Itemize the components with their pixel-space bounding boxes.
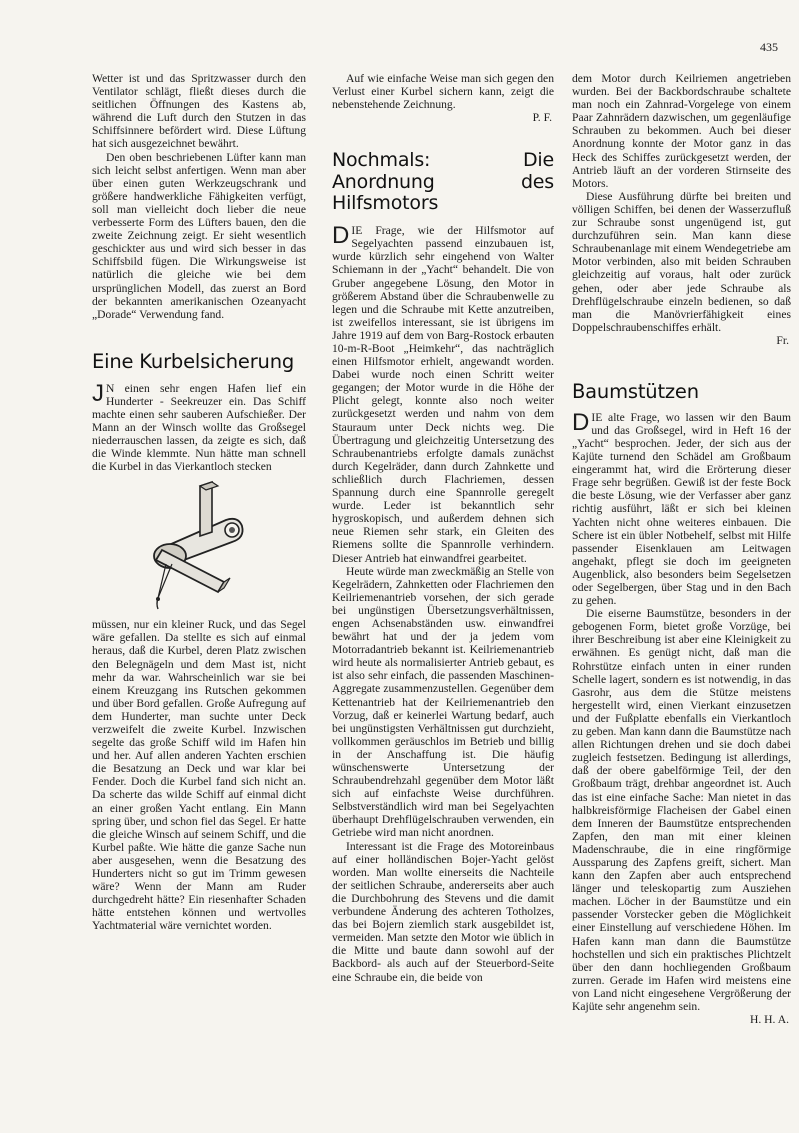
page-number: 435 — [760, 40, 778, 54]
crank-safety-figure — [92, 478, 306, 610]
crank-illustration — [122, 478, 262, 610]
paragraph-baum-intro-text: IE alte Frage, wo lassen wir den Baum und das Großsegel, wird in Heft 16 der „Yacht“ besprochen. Jeder, der sich aus der Kajüte turnend den Schädel am Großbaum eingerammt hat, wird die Erörterung dieser Frage sehr begrüßen. Gewiß ist der feste Bock die beste Lösung, wie der Verfasser aber ganz richtig ausführt, läßt er sich bei kleinen Yachten nicht ohne weiteres einbauen. Die Schere ist ein übler Notbehelf, selbst mit Hilfe passender Eisenklauen am Leitwagen angehakt, pflegt sie doch im geeigneten Augenblick, also besonders beim Segelsetzen oder Segelbergen, über Stag und in den Bach zu gehen. — [572, 410, 791, 608]
paragraph-baumstuetze-eisern: Die eiserne Baumstütze, besonders in der gebogenen Form, bietet große Vorzüge, bei ihrer Beschreibung ist aber eine Kleinigkeit zu erwähnen. Es genügt nicht, daß man die Rohrstütze einfach unten in einer runden Schelle lagert, sondern es ist notwendig, in das Gasrohr, aus dem die Stütze meistens hergestellt wird, einen Vierkant einzusetzen und der Fußplatte ebenfalls ein Vierkantloch zu geben. Man kann dann die Baumstütze nach allen Richtungen drehen und sie doch dabei zugleich festsetzen. Bedingung ist allerdings, daß der obere gabelförmige Teil, der den Großbaum trägt, drehbar angeordnet ist. Auch das ist eine einfache Sache: Man nietet in das halbkreisförmige Flacheisen der Gabel einen dem Inneren der Baumstütze entsprechenden Zapfen, den man mit einer kleinen Madenschraube, die in eine ringförmige Aussparung des Zapfens greift, sichert. Man kann den Zapfen aber auch entsprechend länger und teleskopartig zum Ausziehen machen. Löcher in der Baumstütze und ein passender Vorstecker geben die Möglichkeit einer Einstellung auf verschiedene Höhen. Im Hafen kann man dann die Baumstütze hochstellen und sich ein praktisches Plichtzelt über den dann hochliegenden Großbaum zurren. Gerade im Hafen wird meistens eine von Land nicht eingesehene Vergrößerung der Kajüte sehr angenehm sein. — [572, 607, 791, 1014]
paragraph-luefter-build: Den oben beschriebenen Lüfter kann man sich leicht selbst anfertigen. Wenn man aber über einen guten Werkzeugschrank und größere handwerkliche Fähigkeiten verfügt, soll man vielleicht doch lieber die neue verbesserte Form des Lüfters bauen, den die zweite Zeichnung zeigt. Er sieht wesentlich geschickter aus und wird sich besser in das Schiffsbild fügen. Die Wirkungsweise ist natürlich die gleiche wie bei dem ursprünglichen Modell, das zuerst an Bord der bekannten amerikanischen Ozeanyacht „Dorade“ Verwendung fand. — [92, 150, 306, 321]
column-middle — [332, 72, 554, 984]
paragraph-luefter-end: Wetter ist und das Spritzwasser durch den Ventilator schlägt, fließt dieses durch die seitlichen Öffnungen des Kastens ab, während die Luft durch den Stutzen in das Schiffsinnere befördert wird. Diese Lüftung hat sich ausgezeichnet bewährt. — [92, 72, 306, 151]
paragraph-ausfuehrung: Diese Ausführung dürfte bei breiten und völligen Schiffen, bei denen der Wasserzufluß zur Schraube sonst ungenügend ist, gut durchzuführen sein. Man kann diese Schraubenanlage mit einem Wendegetriebe am Motor verbinden, also mit beiden Schrauben gleichzeitig auf voraus, halt oder zurück gehen, oder aber jede Schraube als Drehflügelschraube einzeln bedienen, so daß man die Manövrierfähigkeit eines Doppelschraubenschiffes erhält. — [572, 189, 791, 334]
paragraph-keilriemen: Heute würde man zweckmäßig an Stelle von Kegelrädern, Zahnketten oder Flachriemen den Keilriemenantrieb vorsehen, der sich gerade bei ungünstigen Übersetzungsverhältnissen, engen Achsenabständen usw. einwandfrei bewährt hat und der ja jedem vom Motorradantrieb bekannt ist. Keilriemenantrieb wird heute als normalisierter Antrieb gebaut, es ist also sehr einfach, die passenden Maschinen-Aggregate zusammenzustellen. Gegenüber dem Kettenantrieb hat der Keilriemenantrieb den Vorzug, daß er keinerlei Wartung bedarf, auch bei ungünstigsten Verhältnissen gut durchzieht, vollkommen geräuschlos im Betrieb und billig in der Anschaffung ist. Die häufig wünschenswerte Untersetzung der Schraubendrehzahl gegenüber dem Motor läßt sich auf einfachste Weise durchführen. Selbstverständlich wird man bei Segelyachten überhaupt Drehflügelschrauben verwenden, ein Getriebe wird man nicht anordnen. — [332, 564, 554, 840]
signature-baum: H. H. A. — [750, 1013, 789, 1027]
paragraph-motor-intro — [332, 224, 554, 564]
column-left — [92, 72, 306, 933]
paragraph-kurbel-conclusion: Auf wie einfache Weise man sich gegen den Verlust einer Kurbel sichern kann, zeigt die nebenstehende Zeichnung. — [332, 72, 554, 112]
paragraph-bojer-yacht: Interessant ist die Frage des Motoreinbaus auf einer holländischen Bojer-Yacht gelöst worden. Man wollte einerseits die Nachteile der seitlichen Schraube, andererseits aber auch die Durchbohrung des Stevens und die damit verbundene Änderung des achteren Totholzes, das bei Bojern ziemlich stark ausgebildet ist, vermeiden. Man setzte den Motor wie üblich in die Mitte und baute dann sowohl auf der Backbord- als auch auf der Steuerbord-Seite eine Schraube ein, die beide von — [332, 839, 554, 984]
heading-nochmals-hilfsmotor: Nochmals: Die Anordnung des Hilfsmotors — [332, 149, 554, 214]
heading-baumstuetzen: Baumstützen — [572, 379, 699, 403]
paragraph-kurbel-intro — [92, 379, 306, 474]
dropcap-j: J — [92, 379, 104, 407]
paragraph-baum-intro — [572, 408, 791, 608]
dropcap-d-motor: D — [332, 222, 350, 250]
column-right — [572, 72, 791, 1026]
paragraph-motor-intro-text: IE Frage, wie der Hilfsmotor auf Segelyachten passend einzubauen ist, wurde kürzlich sehr eingehend von Walter Schiemann in der „Yacht“ behandelt. Die von Gruber angegebene Lösung, den Motor in größerem Abstand über die Schraubenwelle zu legen und die Schraube mit Kette anzutreiben, ist zweifellos interessant, sie ist übrigens im Jahre 1919 auf dem von Barg-Rostock erbauten 10-m-R-Boot „Heimkehr“, das nachträglich einen Hilfsmotor erhielt, angewandt worden. Dabei wurde noch einen Schritt weiter gegangen; der Motor wurde in die Höhe der Plicht gelegt, konnte also noch weiter zurückgesetzt werden und nahm von dem Stauraum unter Deck nichts weg. Die Übertragung und gleichzeitig Untersetzung des Schraubenantriebs erfolgte damals zunächst durch Kegelräder, dann durch Zahnkette und schließlich durch Flachriemen, dessen Spannung durch eine Spannrolle geregelt wurde. Leder ist bekanntlich sehr hygroskopisch, und außerdem dehnen sich neue Riemen sehr stark, ein Gleiten des Riemens sollte die Spannrolle verhindern. Dieser Antrieb hat einwandfrei gearbeitet. — [332, 224, 554, 565]
paragraph-kurbel-intro-text: N einen sehr engen Hafen lief ein Hunderter - Seekreuzer ein. Das Schiff machte einen sehr sauberen Aufschießer. Der Mann an der Winsch wollte das Großsegel niederrauschen lassen, da zeigte es sich, daß die Winde klemmte. Nun hätte man schnell die Kurbel in das Vierkantloch stecken — [92, 381, 306, 474]
signature-kurbel: P. F. — [532, 111, 552, 125]
dropcap-d-baum: D — [572, 408, 590, 436]
paragraph-kurbel-story: müssen, nur ein kleiner Ruck, und das Segel wäre gefallen. Da stellte es sich auf einmal heraus, daß die Kurbel, deren Platz zwischen den Belegnägeln und dem Mast ist, nicht mehr da war. Wahrscheinlich war sie bei einem Kreuzgang ins Rutschen gekommen und über Bord gefallen. Große Aufregung auf dem Hunderter, man suchte unter Deck verzweifelt die zweite Kurbel. Inzwischen segelte das große Schiff wild im Hafen hin und her. Auf allen anderen Yachten erschien die Besatzung an Deck und war klar bei Fender. Doch die Kurbel fand sich nicht an. Da scherte das wilde Schiff auf einmal dicht an einer großen Yacht entlang. Ein Mann spring über, und schon fiel das Segel. Er hatte die gleiche Winsch auf seinem Schiff, und die Kurbel paßte. Wie hätte die ganze Sache nun aber ausgesehen, wenn die Besatzung des Hunderters nicht so gut im Trimm gewesen wäre? Wenn der Mann am Ruder durchgedreht hätte? Ein riesenhafter Schaden hätte entstehen können und wertvolles Yachtmaterial wäre vernichtet worden. — [92, 618, 306, 933]
paragraph-bojer-continued: dem Motor durch Keilriemen angetrieben wurden. Bei der Backbordschraube schaltete man noch ein Zahnrad-Vorgelege von einem Paar Zahnrädern dazwischen, um gegenläufige Schrauben zu bekommen. Auch bei dieser Anordnung konnte der Motor ganz in das Heck des Schiffes zurückgesetzt werden, der Antrieb läuft an der vorderen Stirnseite des Motors. — [572, 72, 791, 190]
heading-kurbelsicherung: Eine Kurbelsicherung — [92, 349, 295, 373]
signature-nochmals: Fr. — [776, 333, 789, 347]
